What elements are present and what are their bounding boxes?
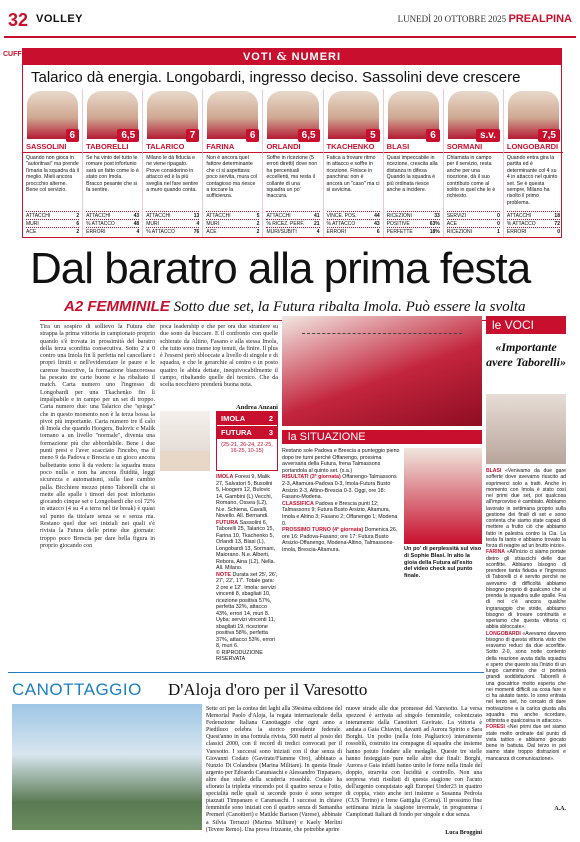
player-description: Se ha vinto del tutto le romare post infortunio sarà un fatto come lo è stato con Imola. Bracco pesante che si fa sentire. xyxy=(86,155,139,194)
player-stats xyxy=(266,211,319,235)
stat-label: MURI xyxy=(26,221,39,227)
stat-row xyxy=(146,227,199,235)
stat-label: RICEZIONI xyxy=(446,229,473,235)
player-stats xyxy=(387,211,440,235)
sit-ris-label: RISULTATI (3ª giornata) xyxy=(282,474,341,481)
tab-note: Durata set 25', 26', 27', 22', 17'. Totale gara: 2 ore e 12'. Imola: servizi vincenti 8, sbagliati 10, ricezione positiva 57%, perfetta 32%, attacco 43%, errori 14, muri 8. Uyba: servizi vincenti 11, sbagliati 19, ricezione positiva 58%, perfetta 37%, attacco 53%, errori 8, muri 6. xyxy=(216,571,278,649)
stat-value: 6 xyxy=(76,221,80,227)
voci-photo xyxy=(486,394,566,464)
stat-value: 4 xyxy=(196,221,200,227)
podium-photo xyxy=(12,704,202,830)
stat-value: 0 xyxy=(497,213,500,219)
player-card xyxy=(504,89,563,237)
kicker: A2 FEMMINILE xyxy=(64,298,170,315)
stat-row xyxy=(146,211,199,219)
player-stats xyxy=(507,211,560,235)
stat-label: ATTACCHI xyxy=(146,213,171,219)
tab-futura-label: FUTURA xyxy=(216,519,239,526)
player-stats xyxy=(447,211,500,235)
voti-label: VOTI xyxy=(242,51,273,63)
stat-row xyxy=(26,211,79,219)
player-name: FARINA xyxy=(203,139,262,153)
voci-signature: A.A. xyxy=(554,806,566,812)
tab-imola: Foresi 9, Malik 27, Salvatori 5, Busolini 5, Hoogers 12, Bulovic 14, Gambini (L) Vecchi, Romano, Ossea (L2), N.e. Schiena, Cavalli, Novello. All. Bernandi. xyxy=(216,474,273,519)
stat-label: % ATTACCO xyxy=(326,221,356,227)
voci-farina-label: FARINA xyxy=(486,549,505,556)
page-number: 32 xyxy=(8,10,29,30)
stat-label: % RICEZ. PERF. xyxy=(266,221,305,227)
player-name: SORMANI xyxy=(444,139,503,153)
tab-note-label: NOTE xyxy=(216,571,231,578)
player-description: Soffre in ricezione (5 errori diretti) dove non ha percentuali eccellenti, ma resta il collante di una squadra un po' inaccura. xyxy=(266,155,318,200)
voci-longo: «Avevamo davvero bisogno di questa vittoria visto che eravamo reduci da due sconfitte. Sotto 2-0, sono notte contento della reazione avuta dalla squadra e spero che questo sia l'inizio di un lungo cammino che ci porterà grandi soddisfazioni. Taborelli è una giocatrice molto esperta che nei momenti difficili sa cosa fare e ci ha aiutato tanto. Io sono entrata nel terzo set, ho cercato di dare motivazione e la carica giusta alla squadra ma anche ricordare, ottimista e qualcosina in attacco». xyxy=(486,630,566,724)
player-description: Non è ancora quel fattore determinante che ci si aspettava: poco servita, mura col contagioso ma riesce a toccare la sufficienza. xyxy=(206,155,258,200)
player-description: Milano le dà fiducia e ne viene ripagato. Prove considerino in attacco ed è la più sveglia nel fare sentire a muro quando conta. xyxy=(146,155,199,194)
stat-value: 63% xyxy=(429,221,440,227)
stat-row xyxy=(146,219,199,227)
stat-row xyxy=(206,219,259,227)
voci-foresi: «Nei primi due set siamo state molto ordinate dal punto di vista tattico e abbiamo giocato bene in battuta. Dal terzo in poi siamo state troppo distrazioni e mancanza di comunicazione». xyxy=(486,724,566,762)
stat-label: % ATTACCO xyxy=(146,229,175,235)
stat-row xyxy=(507,211,560,219)
stat-label: ERRORI xyxy=(86,229,106,235)
stat-value: 43 xyxy=(374,221,380,227)
team1-name: IMOLA xyxy=(221,414,246,423)
stat-value: 18 xyxy=(554,213,560,219)
canottaggio-title: D'Aloja d'oro per il Varesotto xyxy=(168,680,368,699)
player-grade: 7,5 xyxy=(538,129,560,142)
canottaggio-column-2: nuove strade alle due promesse del Varesotto. La versa spezzesi è arrivata ad singolo femminile, colonizzato interamente dalla Canottieri Gavirate. La vittoria è andata a Gaia Chiavini, davanti ad Aurora Spirito e Sara Borghi. Un podio (nella foto Pagliarico) interamente rossoblù, costruito tra compagne di squadra che insieme hanno potuto fondare alle medaglie. Queste tre stelle hanno festeggiato pure nelle altre due finali: Borghi, Aurora e Gaia infatti hanno unito le forze nella finale del doppio, strarvita con lucidità e controllo. Non una sorpresa visti risultati di questa stagione con l'acuto dell'argento conquistato agli Europei Under23 in quattro di coppia, visto anche ieri insieme a Susanna Pedroia (CUS Torino) e Irene Gattiglia (Cerea). Il prossimo fine settimana inizia la stagione invernale, in programma i Campionati Italiani di fondo per singole e due senza. xyxy=(346,706,482,819)
player-card xyxy=(143,89,203,237)
stat-label: ATTACCHI xyxy=(206,213,231,219)
player-description: Chiamata in campo per il servizio, resta anche per una ricezione, dà il suo contributo come al solito in quel che le è richiesto. xyxy=(446,155,496,200)
dateline xyxy=(398,13,572,25)
stat-row xyxy=(507,227,560,235)
voci-heading: le VOCI xyxy=(486,316,566,334)
player-grade: 6 xyxy=(66,129,80,142)
player-description: Quando entra gira la partita ed è determinante col 4 su 4 in attacco nel quinto set. Se è questa sempre, Milano ha risolto il primo problema. xyxy=(506,155,558,206)
player-description: Fatica a trovare ritmo in attacco e soffre in ricezione. Finisce in panchina: non è ancora un "caso" ma ci si avvicina. xyxy=(326,155,380,194)
player-stats xyxy=(86,211,139,235)
stat-row xyxy=(86,227,139,235)
player-card xyxy=(203,89,263,237)
subhead xyxy=(64,298,526,316)
player-description: Quando non gioca in "autoritrasi" ma prende l'imaria la squadra dà il meglio. Mieli ancora proccchio alterne. Bene col servizio. xyxy=(26,155,79,194)
numeri-label: NUMERI xyxy=(291,51,342,63)
voci-longo-label: LONGOBARDI xyxy=(486,630,521,637)
tabellino xyxy=(216,474,278,662)
sit-ris: Offanengo-Talmassons 2-3, Altamura-Padova 0-3, Imola-Futura Busto Arsizio 2-3, Altino-Brescia 0-3. Oggi, ore 18: Fasano-Modena. xyxy=(282,474,397,501)
sit-next-label: PROSSIMO TURNO (4ª giornata) xyxy=(282,527,364,534)
team2-name: FUTURA xyxy=(221,428,252,437)
player-grade: 6,5 xyxy=(117,129,139,142)
sit-next: Domenica 26, ore 16: Padova-Fasano; ore 17: Futura Busto Arsizio-Offanengo, Modena-Altino, Talmassons-Imola, Brescia-Altamura. xyxy=(282,527,398,553)
article-signature: Andrea Anzani xyxy=(236,404,278,411)
stat-row xyxy=(447,219,500,227)
score-row-imola xyxy=(217,412,277,426)
player-stats xyxy=(327,211,380,235)
sit-class: Padova e Brescia punti 12; Talmassons 9; Futura Busto Arsizio, Altamura, Imola e Altino 3; Fasano 2; Offanengo 1; Modena 0. xyxy=(282,500,398,527)
set-scores: (25-21, 26-24, 22-25, 16-25, 10-15) xyxy=(221,442,273,454)
player-grade: 7 xyxy=(186,129,200,142)
stat-value: 21 xyxy=(313,221,320,227)
player-name: TABORELLI xyxy=(83,139,142,153)
article-column-2: poca leadership e che per ora due straniere su due sono da buccare. E il confronto con quelle schierate da Altino, Fasano e alla stessa Imola, che tutto sono tranne top tenuti, da finire. Il plus è l'essersi però sbloccate a livello di singole e di squadra, e che le gerarchie al centro e in posto quattro le abbia dettate, inequivocabilmente il campo, ribaltando quelle del tecnico. Che da scelta nocchiero prenderà buona nota. xyxy=(160,324,278,389)
tab-credit: © RIPRODUZIONE RISERVATA xyxy=(216,649,263,662)
stat-label: MURI xyxy=(206,221,220,227)
stat-row xyxy=(266,219,319,227)
stat-value: 0 xyxy=(557,229,560,235)
player-grade: s.v. xyxy=(476,129,500,142)
date: LUNEDÌ 20 OTTOBRE 2025 xyxy=(397,14,507,24)
voti-amp: & xyxy=(276,50,288,63)
voci-text xyxy=(486,468,566,804)
stat-value: 2 xyxy=(76,229,80,235)
stat-value: 41 xyxy=(313,213,320,219)
stat-label: ATTACCHI xyxy=(86,213,111,219)
voti-title: Talarico dà energia. Longobardi, ingresso deciso. Sassolini deve crescere xyxy=(31,69,521,86)
stat-label: PERFETTE xyxy=(386,229,413,235)
canottaggio-section: CANOTTAGGIO xyxy=(12,680,142,699)
page-header xyxy=(0,0,580,40)
player-card xyxy=(444,89,504,237)
article-column-1: Tira un sospiro di sollievo la Futura che strappa la prima vittoria in campionato proprio quando s'è trovata in prossimità del baratro della terza sconfitta consecutiva. Sotto 2 a 0 contro una Imola fin lì perfetta nel cancellare i propri limiti e nell'evidenziare le paure e le carenze buscotive, la formazione biancorossa ha pescato tre carte buone e ha ribaltato il match. Carta numero uno l'ingresso di Longobardi per una Tkachenko fin lì impalpabile e in campo per un set di troppo. Carta numero due: una Talarico che "spiega" che in questo momento non è la terza bossa la pivot più importante. Carta numero tre il calo di Imola che quando Hoogers, Bulovic e Malik tornano a un livello "normale", diventa una formazione più che abbordabile. Bene i due punti presi e l'aver scacciato l'incubo, ma il meno 9 da Padova e Brescia e un gioco ancora balbettante sono lì da vedere: la squadra mura poco nulla e non ha ancora fluidità, leggi sicurezza e automatismi, sulla fase cambio palla. Bicchiere mezzo pieno Taborelli che si mette alle spalle i timori dei post infortunio giocando cinque set e Longobardi che col 72% in attacco (4 su 4 a terra nel tie break) è quasi sul punto da titolare senza se e senza ma. Restano quel due set iniziali nei quali s'è rivista la Futura delle prime due giornate: troppo poco Brescia per dare bella figura in proprio giocando con xyxy=(40,324,155,549)
stat-row xyxy=(26,219,79,227)
stat-row xyxy=(327,211,380,219)
team1-score: 2 xyxy=(268,414,273,423)
stat-value: 0 xyxy=(497,221,500,227)
team2-score: 3 xyxy=(268,428,273,437)
stat-value: 43 xyxy=(133,213,140,219)
player-stats xyxy=(146,211,199,235)
stat-row xyxy=(447,211,500,219)
sit-intro: Restano sole Padova e Brescia a punteggio pieno dopo tre turni perché Offanengo, prossima avversaria della Futura, frena Talmassons portandola al quinto set. (s.a.) xyxy=(282,448,400,474)
voci-blasi: «Venivamo da due gare sofferte dove avevamo riuscito ad esprimerci solo a tratti. Anche in momento con Imola è stato così nei primi due set, poi qualcosa all'improvviso è cambiato. Abbiamo lavorato in settimana proprio sulla gestione dei finali di set e sono contenta che siamo state capaci di mettere a frutto ciò che abbiamo fatto in palestra contro la Cia. La testa fa tanto e abbiamo trovato la forza di reagire ad un brutto inizio». xyxy=(486,468,566,549)
player-name: TALARICO xyxy=(143,139,202,153)
player-name: TKACHENKO xyxy=(324,139,383,153)
stat-label: SERVIZI xyxy=(446,213,467,219)
player-name: SASSOLINI xyxy=(23,139,82,153)
stat-label: VINCE. POS. xyxy=(326,213,357,219)
team-photo xyxy=(160,411,210,471)
stat-value: 4 xyxy=(316,229,320,235)
sit-class-label: CLASSIFICA xyxy=(282,500,314,507)
stat-label: POSITIVE xyxy=(386,221,410,227)
voci-farina: «All'inizio ci siamo portate dietro gli strascichi delle due sconfitte. Abbiamo bisogno di prendere tanta fiducia e l'ingresso di Taborelli ci è servito perché ne avevamo di difficoltà abbiamo bisogno proprio di qualcuno che si prenda la squadra sulle spalle. Fra di noi c'è ancora qualche ingranaggio che stride, abbiamo bisogno di trovare continuità e speriamo che questa vittoria ci abbia sbloccate». xyxy=(486,549,566,631)
canottaggio-rule xyxy=(8,672,484,673)
stat-value: 5 xyxy=(256,213,260,219)
stat-value: 72 xyxy=(554,221,560,227)
stat-row xyxy=(387,227,440,235)
stat-row xyxy=(206,227,259,235)
stat-label: ERRORI xyxy=(326,229,346,235)
stat-value: 44 xyxy=(374,213,380,219)
player-grade: 6,5 xyxy=(298,129,320,142)
stat-label: ACE xyxy=(26,229,37,235)
stat-row xyxy=(507,219,560,227)
section-label: VOLLEY xyxy=(36,13,84,25)
brand-logo: PREALPINA xyxy=(508,13,572,25)
stat-value: 2 xyxy=(256,221,260,227)
stat-row xyxy=(387,211,440,219)
headline: Dal baratro alla prima festa xyxy=(30,244,531,293)
player-card xyxy=(324,89,384,237)
stat-value: 1 xyxy=(497,229,500,235)
canottaggio-column-1: Sette ori per la contea dei laghi alla 39esima edizione del Memorial Paolo d'Aloja, la regata internazionale della Federazione Italiana Canottaggio che ogni anno a Piediluco celebra la storico presidente federale. Quest'anno in una formula rivista, 500 metri al posto dei classici 2000, con il record di tredici convocati per il Varesotto. I successi sono iniziati con il due senza di Giovanni Codato (Gavirate/Fiamme Oro), abbinato a Nunzio Di Colandrea (Marina Militare). In questa finale argento per Edoardo Caramaschi e Alessandro Tinpanaro, altre due stelle della scuderia rossoblù. Codato ha sfiorato la tripletta vincendo poi il quattro senza e l'otto, specialità nelle quali si seconde posto è sono sempre piazzati Timpanaro e Caramaschi. I successi in chiave femminile sono iniziati con il quattro senza di Samantha Premerl (Canottieri) e Matilde Barison (Varese), abbinate a Silvia Terrazzi (Marina Militare) e Kaely Merlini (Tevere Remo). Una prova frizzante, che potrebbe aprire xyxy=(206,706,342,833)
voci-foresi-label: FORESI xyxy=(486,724,505,731)
stat-label: ATTACCHI xyxy=(266,213,291,219)
stat-row xyxy=(206,211,259,219)
tab-imola-label: IMOLA xyxy=(216,474,234,480)
stat-row xyxy=(447,227,500,235)
player-stats xyxy=(206,211,259,235)
player-grade: 6 xyxy=(426,129,440,142)
stat-label: ERRORI xyxy=(506,229,527,235)
stat-label: % ATTACCO xyxy=(506,221,536,227)
stat-row xyxy=(26,227,79,235)
stat-label: ACE xyxy=(206,229,217,235)
stat-value: 18% xyxy=(429,229,440,235)
player-name: BLASI xyxy=(384,139,443,153)
match-photo xyxy=(282,316,482,426)
score-row-futura xyxy=(217,426,277,440)
blasi-photo xyxy=(404,448,482,544)
player-card xyxy=(384,89,444,237)
player-stats xyxy=(26,211,79,235)
canottaggio-signature: Luca Broggini xyxy=(445,830,482,836)
stat-value: 4 xyxy=(136,229,140,235)
subhead-text: Sotto due set, la Futura ribalta Imola. Può essere la svolta xyxy=(173,299,526,315)
stat-row xyxy=(266,227,319,235)
player-grade: 5 xyxy=(366,129,380,142)
stat-label: ATTACCHI xyxy=(26,213,51,219)
photo-caption: Un po' di perplessità sul viso di Sophie Blasi. In alto la gioia della Futura all'esito del video check sul punto finale. xyxy=(404,546,482,580)
stat-label: RICEZIONI xyxy=(386,213,412,219)
stat-label: % ATTACCO xyxy=(86,221,115,227)
situazione-heading: la SITUAZIONE xyxy=(282,430,482,444)
stat-value: 2 xyxy=(256,229,260,235)
stat-row xyxy=(327,219,380,227)
stat-value: 2 xyxy=(76,213,80,219)
stat-row xyxy=(266,211,319,219)
scoreboard xyxy=(216,411,278,471)
stat-row xyxy=(86,211,139,219)
player-grade: 6 xyxy=(246,129,260,142)
header-rule xyxy=(4,36,576,38)
stat-label: MURI/SUBITI xyxy=(266,229,297,235)
stat-row xyxy=(327,227,380,235)
stat-row xyxy=(86,219,139,227)
stat-value: 76 xyxy=(193,229,200,235)
player-card xyxy=(263,89,323,237)
stat-row xyxy=(387,219,440,227)
player-card xyxy=(83,89,143,237)
player-name: ORLANDI xyxy=(263,139,322,153)
player-name: LONGOBARDI xyxy=(504,139,563,153)
player-grid xyxy=(23,89,563,237)
voti-box xyxy=(3,48,562,238)
player-description: Quasi impeccabile in ricezione, crescita alla distanza in difesa Quando la squadra è più ordinata riesce anche a incidere. xyxy=(386,155,438,194)
stat-label: ACE xyxy=(446,221,458,227)
voti-header xyxy=(23,49,561,65)
situazione-body xyxy=(282,448,400,596)
stat-label: ATTACCHI xyxy=(506,213,532,219)
stat-label: MURI xyxy=(146,221,159,227)
voci-quote: «Importante avere Taborelli» xyxy=(486,340,566,369)
stat-value: 6 xyxy=(376,229,380,235)
stat-value: 13 xyxy=(193,213,200,219)
stat-value: 48 xyxy=(133,221,140,227)
cuff-logo: CUFF xyxy=(3,51,22,58)
stat-value: 33 xyxy=(434,213,440,219)
voci-blasi-label: BLASI xyxy=(486,468,502,474)
tab-futura: Sassolini 6, Taborelli 25, Talarico 15, Farina 10, Tkachenko 5, Orlandi 13, Blasi (L), Longobardi 13, Sormani, Maiorano. N.e. Alberti, Rebora, Aina (L2), Nella. All. Milano. xyxy=(216,519,276,571)
player-card xyxy=(23,89,83,237)
